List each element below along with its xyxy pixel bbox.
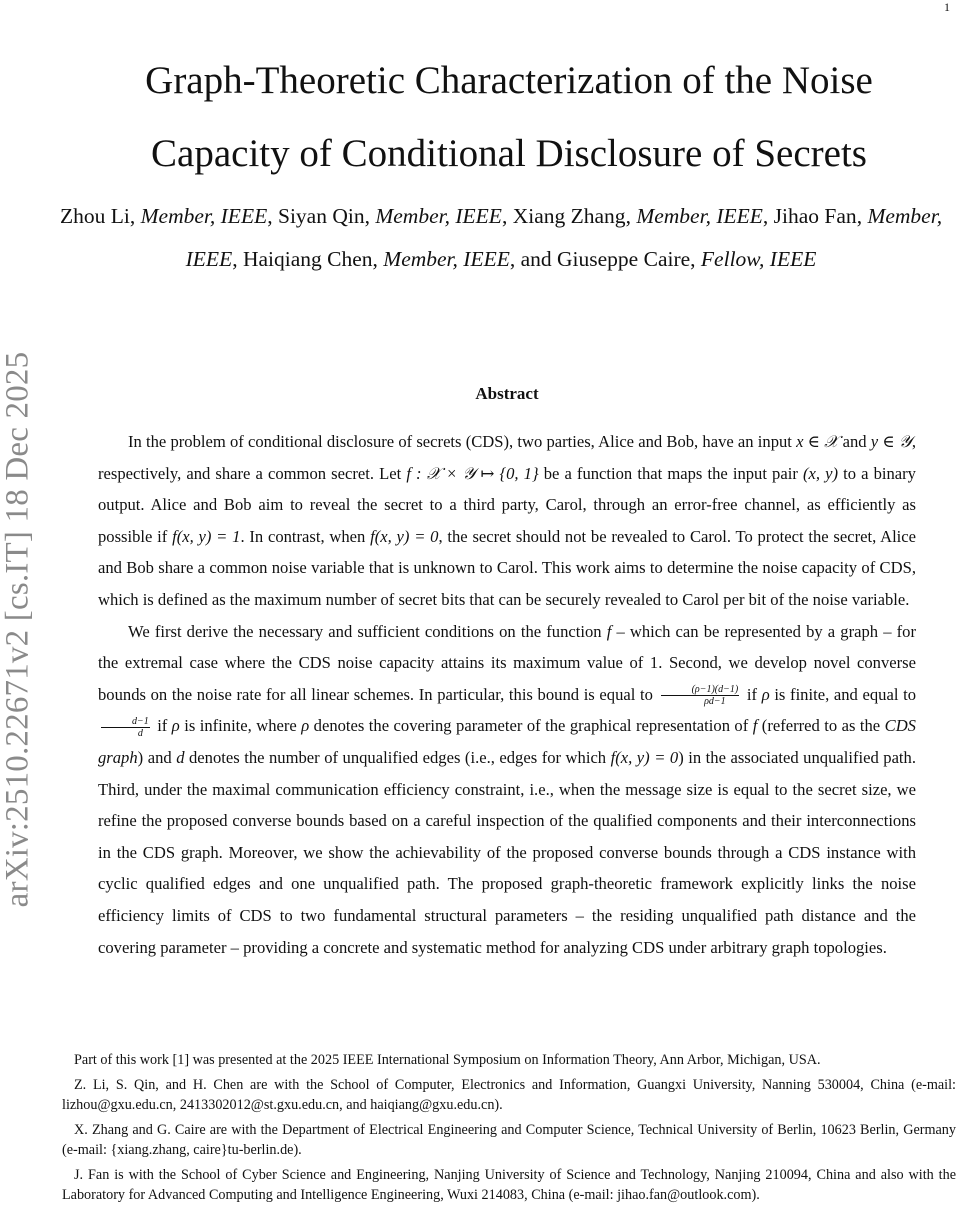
author-membership: Member, IEEE bbox=[636, 204, 763, 228]
text-run: In the problem of conditional disclosure of secrets (CDS), two parties, Alice and Bob, have an input bbox=[128, 432, 797, 451]
math-expression: f : 𝒳 × 𝒴 ↦ {0, 1} bbox=[406, 463, 539, 483]
paper-title bbox=[60, 44, 958, 190]
text-run: denotes the covering parameter of the graphical representation of bbox=[309, 716, 753, 736]
text-run: denotes the number of unqualified edges (i.e., edges for which bbox=[184, 747, 611, 767]
text-run: ) and bbox=[137, 747, 177, 767]
math-expression: f bbox=[752, 716, 758, 736]
author-name: Xiang Zhang bbox=[512, 204, 626, 228]
author-name: Siyan Qin bbox=[277, 204, 365, 228]
text-run: be a function that maps the input pair bbox=[538, 463, 803, 483]
fraction bbox=[661, 684, 740, 707]
math-expression: f(x, y) = 1 bbox=[172, 526, 241, 546]
text-run: if bbox=[742, 684, 762, 704]
author-membership: Fellow, IEEE bbox=[700, 247, 817, 271]
text-run: is finite, and equal to bbox=[769, 684, 916, 704]
author-membership: Member, IEEE bbox=[140, 204, 268, 228]
text-run: . In contrast, when bbox=[240, 526, 371, 546]
text-run: is infinite, where bbox=[179, 716, 302, 736]
text-run: We first derive the necessary and sufficient conditions on the function bbox=[128, 621, 607, 641]
math-expression: ρ bbox=[761, 684, 770, 704]
text-run: ) in the associated unqualified path. Third, under the maximal communication efficiency constraint, i.e., when the message size is equal to the secret size, we refine the proposed converse bounds based on a careful inspection of the qualified components and their interconnections in the CDS graph. Moreover, we show the achievability of the proposed converse bounds through a CDS instance with cyclic qualified edges and one unqualified path. The proposed graph-theoretic framework explicitly links the noise efficiency limits of CDS to two fundamental structural parameters – the residing unqualified path distance and the covering parameter – providing a concrete and systematic method for analyzing CDS under arbitrary graph topologies. bbox=[98, 747, 916, 957]
math-expression: (x, y) bbox=[802, 463, 838, 483]
footnote: X. Zhang and G. Caire are with the Department of Electrical Engineering and Computer Science, Technical University of Berlin, 10623 Berlin, Germany (e-mail: {xiang.zhang, caire}tu-berlin.de). bbox=[62, 1121, 956, 1158]
fraction-denominator: d bbox=[137, 728, 143, 740]
abstract-paragraph bbox=[98, 616, 916, 964]
math-expression: x ∈ 𝒳 bbox=[796, 432, 839, 451]
author-list: Zhou Li, Member, IEEE, Siyan Qin, Member, IEEE, Xiang Zhang, Member, IEEE, Jihao Fan, Member, IEEE, Haiqiang Chen, Member, IEEE, and Giuseppe Caire, Fellow, IEEE bbox=[60, 204, 943, 271]
math-expression: d bbox=[176, 747, 185, 767]
text-run: – which can be represented by a graph – for the extremal case where the CDS noise capacity attains its maximum value of 1. Second, we develop novel converse bounds on the noise rate for all linear schemes. In particular, this bound is equal to bbox=[98, 621, 916, 704]
abstract-body bbox=[98, 426, 916, 963]
fraction-numerator: d−1 bbox=[101, 716, 150, 728]
author-name: Jihao Fan bbox=[773, 204, 857, 228]
author-name: and Giuseppe Caire bbox=[520, 247, 691, 271]
math-expression: f(x, y) = 0 bbox=[370, 526, 439, 546]
abstract-paragraph bbox=[98, 426, 916, 616]
math-expression: y ∈ 𝒴 bbox=[870, 432, 912, 451]
text-run: if bbox=[152, 716, 172, 736]
fraction-denominator: ρd−1 bbox=[704, 696, 726, 708]
text-run: , the secret should not be revealed to Carol. To protect the secret, Alice and Bob share a common noise variable that is unknown to Carol. This work aims to determine the noise capacity of CDS, which is defined as the maximum number of secret bits that can be securely revealed to Carol per bit of the noise variable. bbox=[98, 526, 917, 609]
math-expression: CDS graph bbox=[98, 716, 916, 767]
footnotes bbox=[62, 1050, 956, 1210]
fraction-numerator: (ρ−1)(d−1) bbox=[661, 684, 740, 696]
author-membership: Member, IEEE bbox=[185, 204, 943, 271]
title-line: Capacity of Conditional Disclosure of Secrets bbox=[151, 132, 867, 175]
abstract-heading: Abstract bbox=[475, 384, 539, 403]
math-expression: f bbox=[606, 621, 612, 641]
text-run: (referred to as the bbox=[757, 716, 885, 736]
text-run: , respectively, and share a common secret. Let bbox=[98, 432, 916, 483]
math-expression: f(x, y) = 0 bbox=[610, 747, 679, 767]
fraction bbox=[101, 716, 150, 739]
author-membership: Member, IEEE bbox=[375, 204, 502, 228]
author-name: Haiqiang Chen bbox=[242, 247, 373, 271]
footnote: J. Fan is with the School of Cyber Science and Engineering, Nanjing University of Science and Technology, Nanjing 210094, China and also with the Laboratory for Advanced Computing and Intelligence Engineering, Wuxi 214083, China (e-mail: jihao.fan@outlook.com). bbox=[62, 1166, 956, 1203]
title-line: Graph-Theoretic Characterization of the Noise bbox=[145, 59, 873, 102]
author-membership: Member, IEEE bbox=[383, 247, 510, 271]
math-expression: ρ bbox=[171, 716, 180, 736]
arxiv-identifier-stamp: arXiv:2510.22671v2 [cs.IT] 18 Dec 2025 bbox=[0, 351, 36, 908]
author-name: Zhou Li bbox=[60, 204, 130, 228]
footnote: Part of this work [1] was presented at the 2025 IEEE International Symposium on Information Theory, Ann Arbor, Michigan, USA. bbox=[74, 1052, 821, 1068]
text-run: and bbox=[838, 432, 871, 451]
math-expression: ρ bbox=[301, 716, 310, 736]
text-run: to a binary output. Alice and Bob aim to reveal the secret to a third party, Carol, through an error-free channel, as efficiently as possible if bbox=[98, 463, 916, 546]
page-number: 1 bbox=[944, 0, 950, 14]
footnote: Z. Li, S. Qin, and H. Chen are with the School of Computer, Electronics and Information, Guangxi University, Nanning 530004, China (e-mail: lizhou@gxu.edu.cn, 2413302012@st.gxu.edu.cn, and haiqiang@gxu.edu.cn). bbox=[62, 1076, 956, 1113]
